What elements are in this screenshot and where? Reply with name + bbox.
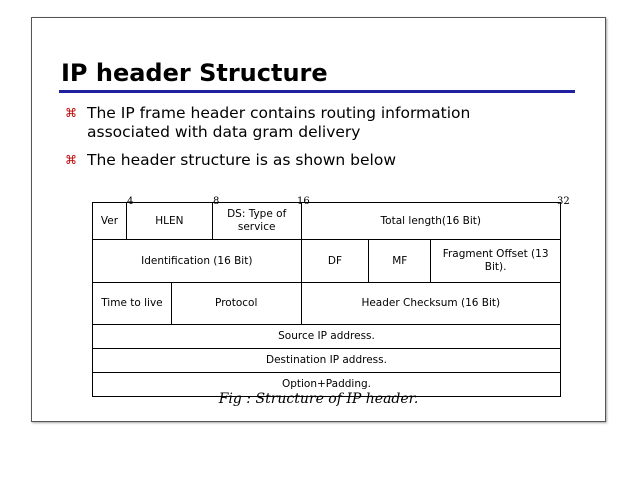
mf-flag-field: MF xyxy=(369,240,431,283)
destination-ip-field: Destination IP address. xyxy=(93,348,561,372)
ver-field: Ver xyxy=(93,203,127,240)
bit-marker-16: 16 xyxy=(297,196,310,207)
header-row xyxy=(93,203,561,240)
slide-title: IP header Structure xyxy=(61,59,328,87)
slide xyxy=(31,17,606,422)
source-ip-field: Source IP address. xyxy=(93,324,561,348)
ip-header-table xyxy=(92,202,561,397)
df-flag-field: DF xyxy=(301,240,369,283)
total-length-field: Total length(16 Bit) xyxy=(301,203,560,240)
header-row xyxy=(93,348,561,372)
header-row xyxy=(93,324,561,348)
bullet-2-text: The header structure is as shown below xyxy=(87,151,397,169)
option-padding-field: Option+Padding. xyxy=(93,372,561,396)
protocol-field: Protocol xyxy=(171,282,301,324)
figure-caption: Fig : Structure of IP header. xyxy=(218,391,419,407)
bullet-1 xyxy=(65,104,535,142)
header-checksum-field: Header Checksum (16 Bit) xyxy=(301,282,560,324)
identification-field: Identification (16 Bit) xyxy=(93,240,302,283)
header-row xyxy=(93,240,561,283)
header-row xyxy=(93,282,561,324)
time-to-live-field: Time to live xyxy=(93,282,172,324)
ds-type-of-service-field: DS: Type of service xyxy=(212,203,301,240)
hlen-field: HLEN xyxy=(126,203,212,240)
fragment-offset-field: Fragment Offset (13 Bit). xyxy=(431,240,561,283)
bullet-command-icon: ⌘ xyxy=(65,106,77,120)
bullet-command-icon: ⌘ xyxy=(65,153,77,167)
bit-marker-8: 8 xyxy=(213,196,220,207)
bullet-2 xyxy=(65,151,396,170)
bit-marker-4: 4 xyxy=(127,196,134,207)
bit-marker-32: 32 xyxy=(557,196,570,207)
title-underline xyxy=(59,90,575,93)
bullet-1-text: The IP frame header contains routing information associated with data gram delivery xyxy=(87,104,471,141)
